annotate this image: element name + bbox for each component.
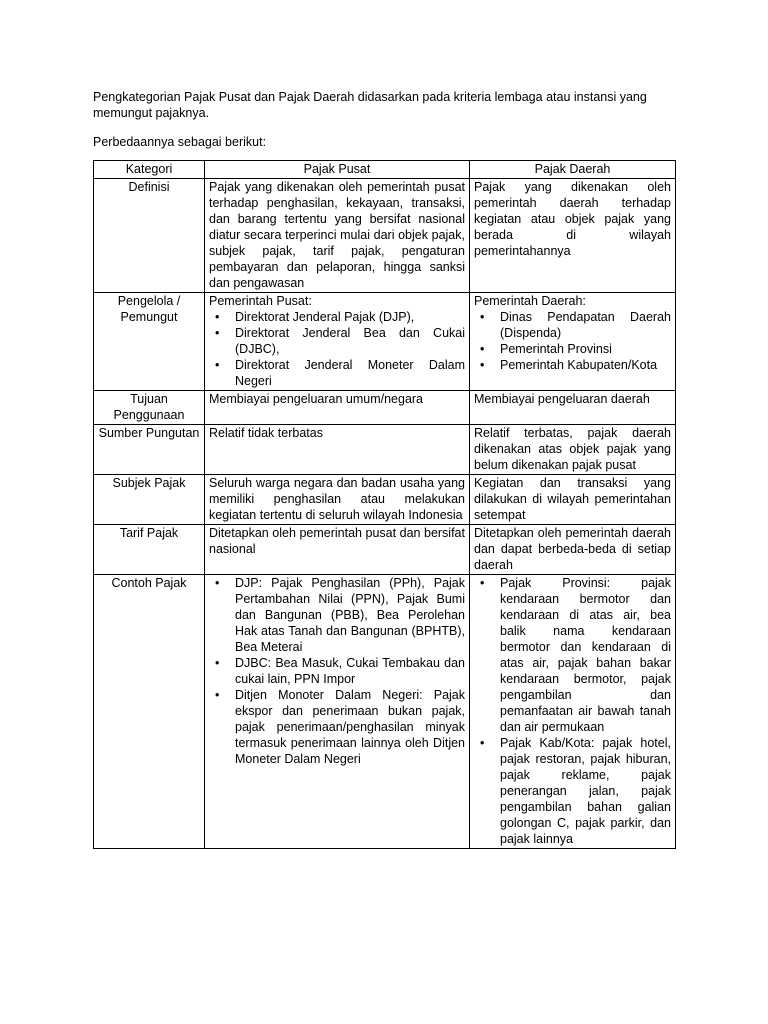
table-row bbox=[94, 425, 676, 475]
list-item: • Pemerintah Provinsi bbox=[500, 341, 671, 357]
pusat-cell: Relatif tidak terbatas bbox=[205, 425, 470, 475]
bullet-list bbox=[474, 309, 671, 373]
cell-intro: Pemerintah Pusat: bbox=[209, 294, 312, 308]
daerah-cell bbox=[470, 293, 676, 391]
row-category: Definisi bbox=[94, 179, 205, 293]
row-category: Subjek Pajak bbox=[94, 475, 205, 525]
bullet-list bbox=[474, 575, 671, 847]
row-category: Contoh Pajak bbox=[94, 575, 205, 849]
pusat-cell: Seluruh warga negara dan badan usaha yang memiliki penghasilan atau melakukan kegiatan tertentu di seluruh wilayah Indonesia bbox=[205, 475, 470, 525]
list-item: • Dinas Pendapatan Daerah (Dispenda) bbox=[500, 309, 671, 341]
intro-section bbox=[93, 89, 673, 150]
row-category: Pengelola / Pemungut bbox=[94, 293, 205, 391]
bullet-list bbox=[209, 309, 465, 389]
list-item: • Pajak Kab/Kota: pajak hotel, pajak restoran, pajak hiburan, pajak reklame, pajak penerangan jalan, pajak pengambilan bahan galian golongan C, pajak parkir, dan pajak lainnya bbox=[500, 735, 671, 847]
table-row bbox=[94, 293, 676, 391]
row-category: Tarif Pajak bbox=[94, 525, 205, 575]
list-item: • DJBC: Bea Masuk, Cukai Tembakau dan cukai lain, PPN Impor bbox=[235, 655, 465, 687]
daerah-cell: Kegiatan dan transaksi yang dilakukan di wilayah pemerintahan setempat bbox=[470, 475, 676, 525]
bullet-list bbox=[209, 575, 465, 767]
daerah-cell bbox=[470, 575, 676, 849]
list-item: • DJP: Pajak Penghasilan (PPh), Pajak Pertambahan Nilai (PPN), Pajak Bumi dan Bangunan (PBB), Bea Perolehan Hak atas Tanah dan Bangunan (BPHTB), Bea Meterai bbox=[235, 575, 465, 655]
list-item: • Ditjen Monoter Dalam Negeri: Pajak ekspor dan penerimaan bukan pajak, pajak penerimaan/penghasilan minyak termasuk penerimaan lainnya oleh Ditjen Moneter Dalam Negeri bbox=[235, 687, 465, 767]
list-item: • Direktorat Jenderal Bea dan Cukai (DJBC), bbox=[235, 325, 465, 357]
pusat-cell: Pajak yang dikenakan oleh pemerintah pusat terhadap penghasilan, kekayaan, transaksi, dan barang tertentu yang bersifat nasional diatur secara terperinci mulai dari objek pajak, subjek pajak, tarif pajak, pengaturan pembayaran dan pelaporan, hingga sanksi dan pengawasan bbox=[205, 179, 470, 293]
row-category: Sumber Pungutan bbox=[94, 425, 205, 475]
list-item: • Pajak Provinsi: pajak kendaraan bermotor dan kendaraan di atas air, bea balik nama kendaraan bermotor dan kendaraan di atas air, pajak bahan bakar kendaraan bermotor, pajak pengambilan dan pemanfaatan air bawah tanah dan air permukaan bbox=[500, 575, 671, 735]
row-category: Tujuan Penggunaan bbox=[94, 391, 205, 425]
list-item: • Direktorat Jenderal Pajak (DJP), bbox=[235, 309, 465, 325]
daerah-cell: Membiayai pengeluaran daerah bbox=[470, 391, 676, 425]
intro-paragraph: Pengkategorian Pajak Pusat dan Pajak Daerah didasarkan pada kriteria lembaga atau instansi yang memungut pajaknya. bbox=[93, 90, 647, 120]
daerah-cell: Pajak yang dikenakan oleh pemerintah daerah terhadap kegiatan atau objek pajak yang berada di wilayah pemerintahannya bbox=[470, 179, 676, 293]
table-row bbox=[94, 475, 676, 525]
pusat-cell bbox=[205, 575, 470, 849]
cell-intro: Pemerintah Daerah: bbox=[474, 294, 586, 308]
table-row bbox=[94, 391, 676, 425]
table-row bbox=[94, 575, 676, 849]
table-header-row bbox=[94, 161, 676, 179]
header-pajak-daerah: Pajak Daerah bbox=[470, 161, 676, 179]
pusat-cell: Membiayai pengeluaran umum/negara bbox=[205, 391, 470, 425]
list-item: • Direktorat Jenderal Moneter Dalam Negeri bbox=[235, 357, 465, 389]
intro-lead-in: Perbedaannya sebagai berikut: bbox=[93, 135, 267, 149]
daerah-cell: Relatif terbatas, pajak daerah dikenakan atas objek pajak yang belum dikenakan pajak pusat bbox=[470, 425, 676, 475]
table-row bbox=[94, 525, 676, 575]
header-kategori: Kategori bbox=[94, 161, 205, 179]
comparison-table bbox=[93, 160, 676, 849]
daerah-cell: Ditetapkan oleh pemerintah daerah dan dapat berbeda-beda di setiap daerah bbox=[470, 525, 676, 575]
pusat-cell bbox=[205, 293, 470, 391]
list-item: • Pemerintah Kabupaten/Kota bbox=[500, 357, 671, 373]
pusat-cell: Ditetapkan oleh pemerintah pusat dan bersifat nasional bbox=[205, 525, 470, 575]
table-row bbox=[94, 179, 676, 293]
header-pajak-pusat: Pajak Pusat bbox=[205, 161, 470, 179]
